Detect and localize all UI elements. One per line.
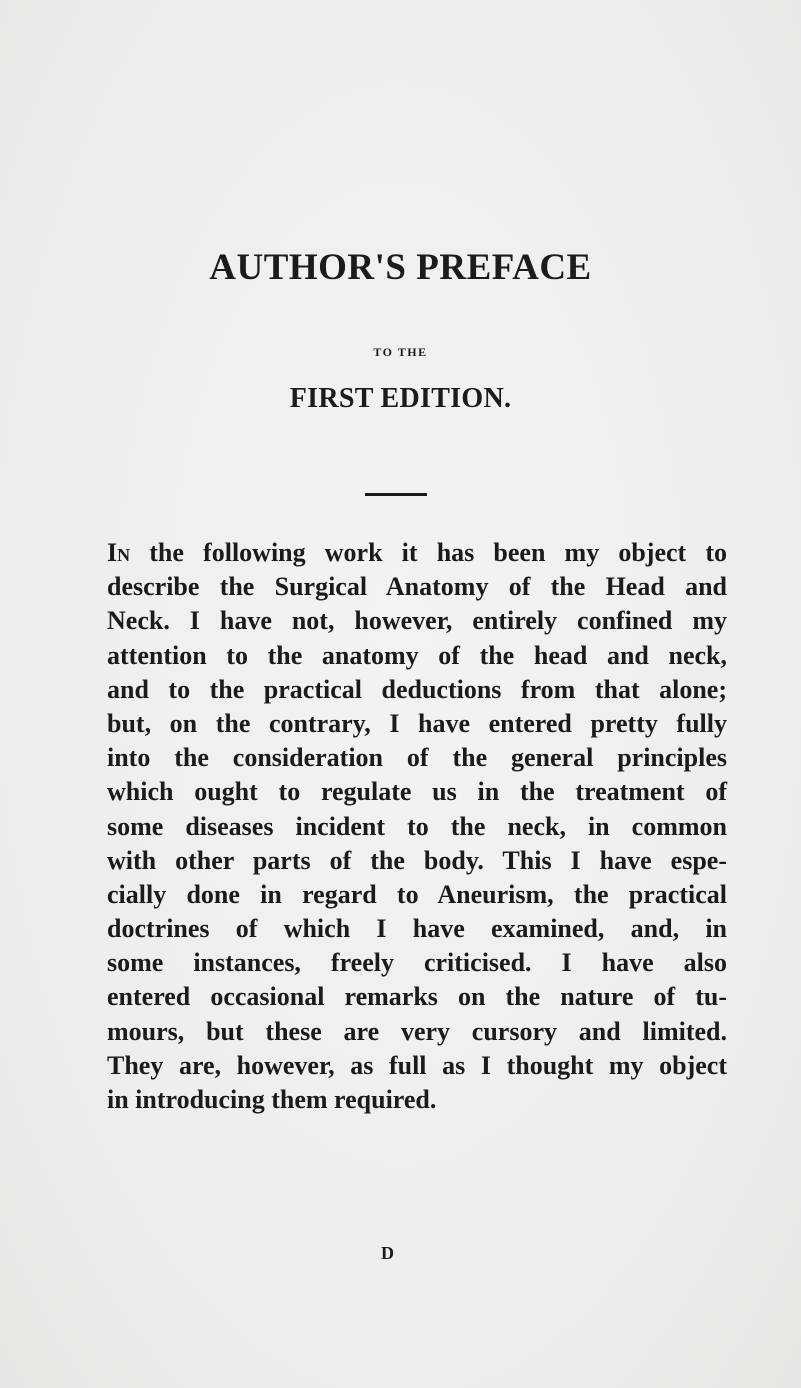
paragraph-line-1 xyxy=(107,536,727,570)
paragraph-line-11: cially done in regard to Aneurism, the practical xyxy=(107,879,727,909)
section-divider xyxy=(365,493,427,496)
opening-word: In xyxy=(107,538,131,567)
paragraph-line-12: doctrines of which I have examined, and, in xyxy=(107,914,727,944)
paragraph-line-3: Neck. I have not, however, entirely confined my xyxy=(107,606,727,636)
paragraph-line-9: some diseases incident to the neck, in common xyxy=(107,811,727,841)
paragraph-line-1-text: the following work it has been my object to xyxy=(130,538,727,567)
paragraph-line-8: which ought to regulate us in the treatment of xyxy=(107,777,727,807)
paragraph-line-16: They are, however, as full as I thought my object xyxy=(107,1050,727,1080)
paragraph-line-10: with other parts of the body. This I have espe- xyxy=(107,845,727,875)
paragraph-line-6: but, on the contrary, I have entered pretty fully xyxy=(107,708,727,738)
signature-mark: D xyxy=(381,1243,394,1263)
paragraph-line-4: attention to the anatomy of the head and neck, xyxy=(107,640,727,670)
paragraph-line-7: into the consideration of the general principles xyxy=(107,743,727,773)
paragraph-line-13: some instances, freely criticised. I have also xyxy=(107,948,727,978)
paragraph-line-15: mours, but these are very cursory and limited. xyxy=(107,1016,727,1046)
paragraph-line-2: describe the Surgical Anatomy of the Head and xyxy=(107,572,727,602)
preface-paragraph xyxy=(107,536,727,1117)
paragraph-line-14: entered occasional remarks on the nature of tu- xyxy=(107,982,727,1012)
paragraph-line-17: in introducing them required. xyxy=(107,1085,437,1114)
paragraph-line-5: and to the practical deductions from that alone; xyxy=(107,674,727,704)
to-the-label: TO THE xyxy=(373,345,428,359)
edition-heading: FIRST EDITION. xyxy=(289,383,512,414)
preface-title: AUTHOR'S PREFACE xyxy=(209,247,592,288)
